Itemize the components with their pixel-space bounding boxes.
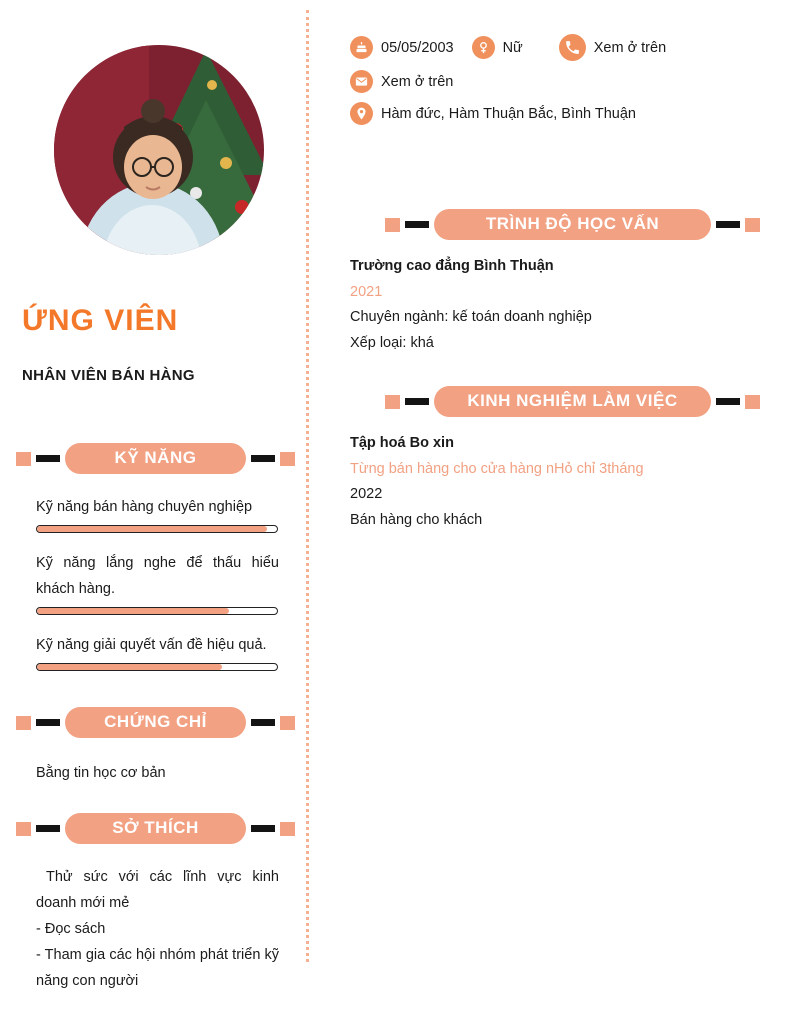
education-school: Trường cao đẳng Bình Thuận	[350, 258, 554, 274]
skills-list	[36, 494, 295, 671]
header-bar-right	[251, 719, 275, 726]
right-column	[307, 0, 800, 1016]
header-square-right	[280, 716, 295, 730]
contact-row	[350, 34, 770, 61]
header-square-right	[280, 822, 295, 836]
header-bar-right	[251, 455, 275, 462]
map-pin-icon	[350, 102, 373, 125]
envelope-icon	[350, 70, 373, 93]
header-square-right	[745, 395, 760, 409]
skill-label: Kỹ năng bán hàng chuyên nghiệp	[36, 499, 253, 515]
header-square-left	[385, 395, 400, 409]
certificates-list	[36, 760, 295, 786]
experience-detail: Bán hàng cho khách	[350, 511, 483, 528]
certificates-section-title: CHỨNG CHỈ	[65, 707, 246, 738]
job-title: NHÂN VIÊN BÁN HÀNG	[22, 367, 195, 384]
skills-section-title: KỸ NĂNG	[65, 443, 246, 474]
skill-label: Kỹ năng giải quyết vấn đề hiệu quả.	[36, 637, 267, 653]
certificate-item: Bằng tin học cơ bản	[36, 765, 166, 781]
profile-photo	[54, 45, 264, 255]
hobbies-section-title: SỞ THÍCH	[65, 813, 246, 844]
experience-note: Từng bán hàng cho cửa hàng nHỏ chỉ 3tháng	[350, 460, 644, 477]
education-major: Chuyên ngành: kế toán doanh nghiệp	[350, 309, 592, 325]
header-square-right	[280, 452, 295, 466]
education-grade: Xếp loại: khá	[350, 334, 434, 351]
header-bar-right	[716, 221, 740, 228]
header-bar-left	[36, 455, 60, 462]
cake-icon	[350, 36, 373, 59]
gender-value: Nữ	[502, 39, 523, 56]
contact-row	[350, 102, 770, 125]
skill-meter	[36, 525, 278, 533]
skill-item	[36, 632, 295, 671]
header-bar-left	[36, 719, 60, 726]
skill-meter	[36, 663, 278, 671]
left-column	[0, 0, 307, 1016]
education-year: 2021	[350, 283, 383, 300]
profile-photo-illustration	[54, 45, 264, 255]
section-header-experience	[385, 386, 760, 417]
gender-icon	[472, 36, 495, 59]
experience-year: 2022	[350, 486, 383, 502]
education-section-title: TRÌNH ĐỘ HỌC VẤN	[434, 209, 711, 240]
header-square-left	[385, 218, 400, 232]
email-value: Xem ở trên	[381, 73, 454, 90]
header-bar-left	[405, 398, 429, 405]
hobbies-list	[36, 864, 295, 994]
section-header-hobbies	[16, 813, 295, 844]
header-square-left	[16, 716, 31, 730]
contact-info	[350, 34, 770, 125]
phone-icon	[559, 34, 586, 61]
birthday-value: 05/05/2003	[381, 39, 454, 56]
header-bar-left	[405, 221, 429, 228]
header-bar-right	[716, 398, 740, 405]
skill-item	[36, 550, 295, 615]
column-divider	[306, 10, 309, 962]
hobby-item: Thử sức với các lĩnh vực kinh doanh mới mẻ	[36, 869, 279, 911]
header-bar-right	[251, 825, 275, 832]
experience-entry	[350, 431, 770, 533]
skill-meter	[36, 607, 278, 615]
contact-row	[350, 70, 770, 93]
section-header-certificates	[16, 707, 295, 738]
experience-section-title: KINH NGHIỆM LÀM VIỆC	[434, 386, 711, 417]
section-header-education	[385, 209, 760, 240]
header-square-right	[745, 218, 760, 232]
education-entry	[350, 254, 770, 356]
hobby-item: - Đọc sách	[36, 921, 106, 937]
experience-company: Tập hoá Bo xin	[350, 435, 454, 451]
skill-item	[36, 494, 295, 533]
hobby-item: - Tham gia các hội nhóm phát triển kỹ năng con người	[36, 947, 279, 989]
header-bar-left	[36, 825, 60, 832]
section-header-skills	[16, 443, 295, 474]
phone-value: Xem ở trên	[593, 39, 667, 56]
skill-meter-fill	[37, 608, 229, 614]
skill-meter-fill	[37, 526, 267, 532]
candidate-name: ỨNG VIÊN	[22, 304, 179, 337]
skill-label: Kỹ năng lắng nghe để thấu hiểu khách hàng.	[36, 555, 279, 597]
header-square-left	[16, 822, 31, 836]
address-value: Hàm đức, Hàm Thuận Bắc, Bình Thuận	[381, 105, 636, 122]
header-square-left	[16, 452, 31, 466]
skill-meter-fill	[37, 664, 222, 670]
